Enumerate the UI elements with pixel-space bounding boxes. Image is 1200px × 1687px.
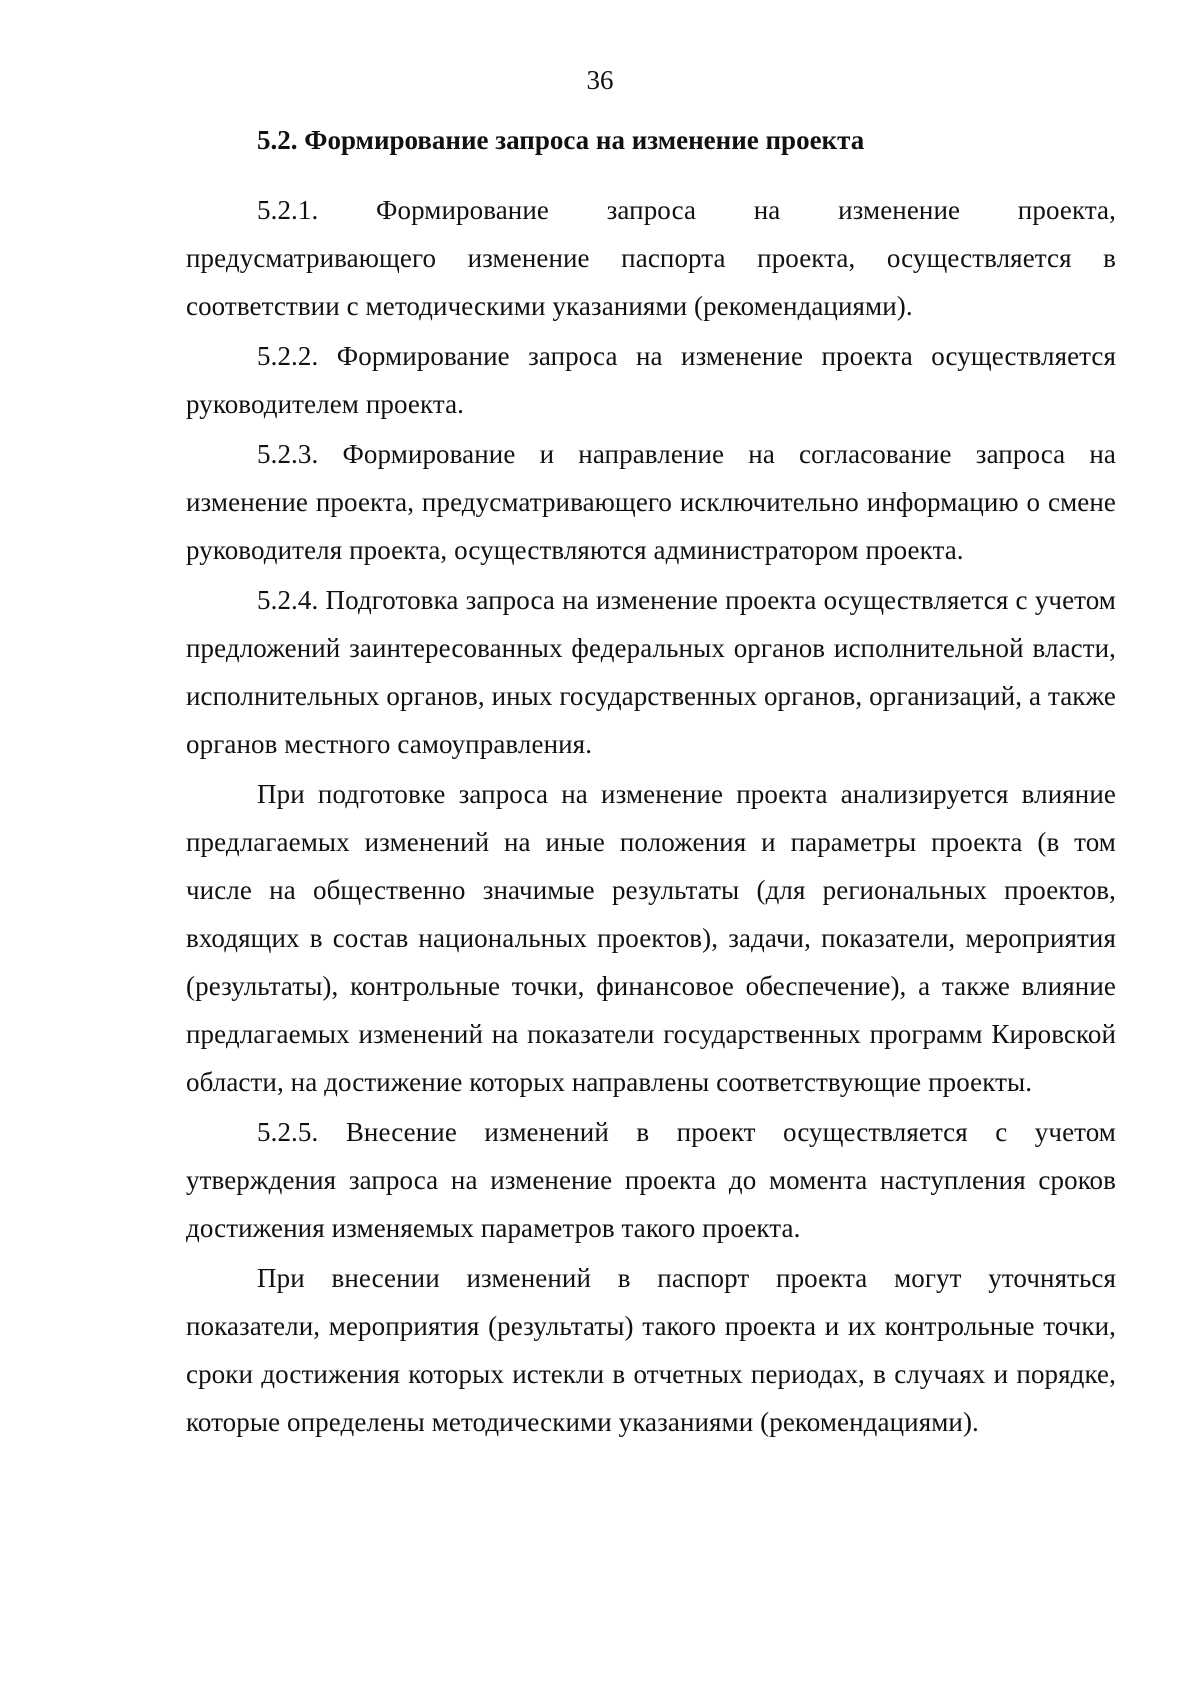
- paragraph-analysis: При подготовке запроса на изменение проекта анализируется влияние предлагаемых изменений на иные положения и параметры проекта (в том числе на общественно значимые результаты (для региональных проектов, входящих в состав национальных проектов), задачи, показатели, мероприятия (результаты), контрольные точки, финансовое обеспечение), а также влияние предлагаемых изменений на показатели государственных программ Кировской области, на достижение которых направлены соответствующие проекты.: [186, 779, 1116, 1097]
- body-text: [186, 186, 1116, 1448]
- paragraph-5-2-3: 5.2.3. Формирование и направление на согласование запроса на изменение проекта, предусматривающего исключительно информацию о смене руководителя проекта, осуществляются администратором проекта.: [186, 439, 1116, 565]
- paragraph-5-2-1: 5.2.1. Формирование запроса на изменение проекта, предусматривающего изменение паспорта проекта, осуществляется в соответствии с методическими указаниями (рекомендациями).: [186, 195, 1116, 321]
- paragraph-5-2-5: 5.2.5. Внесение изменений в проект осуществляется с учетом утверждения запроса на изменение проекта до момента наступления сроков достижения изменяемых параметров такого проекта.: [186, 1117, 1116, 1243]
- section-title: 5.2. Формирование запроса на изменение проекта: [257, 125, 865, 155]
- paragraph-5-2-2: 5.2.2. Формирование запроса на изменение проекта осуществляется руководителем проекта.: [186, 341, 1116, 419]
- page-number: 36: [586, 65, 614, 95]
- paragraph-passport-changes: При внесении изменений в паспорт проекта могут уточняться показатели, мероприятия (результаты) такого проекта и их контрольные точки, сроки достижения которых истекли в отчетных периодах, в случаях и порядке, которые определены методическими указаниями (рекомендациями).: [186, 1263, 1116, 1437]
- paragraph-5-2-4: 5.2.4. Подготовка запроса на изменение проекта осуществляется с учетом предложений заинтересованных федеральных органов исполнительной власти, исполнительных органов, иных государственных органов, организаций, а также органов местного самоуправления.: [186, 585, 1116, 759]
